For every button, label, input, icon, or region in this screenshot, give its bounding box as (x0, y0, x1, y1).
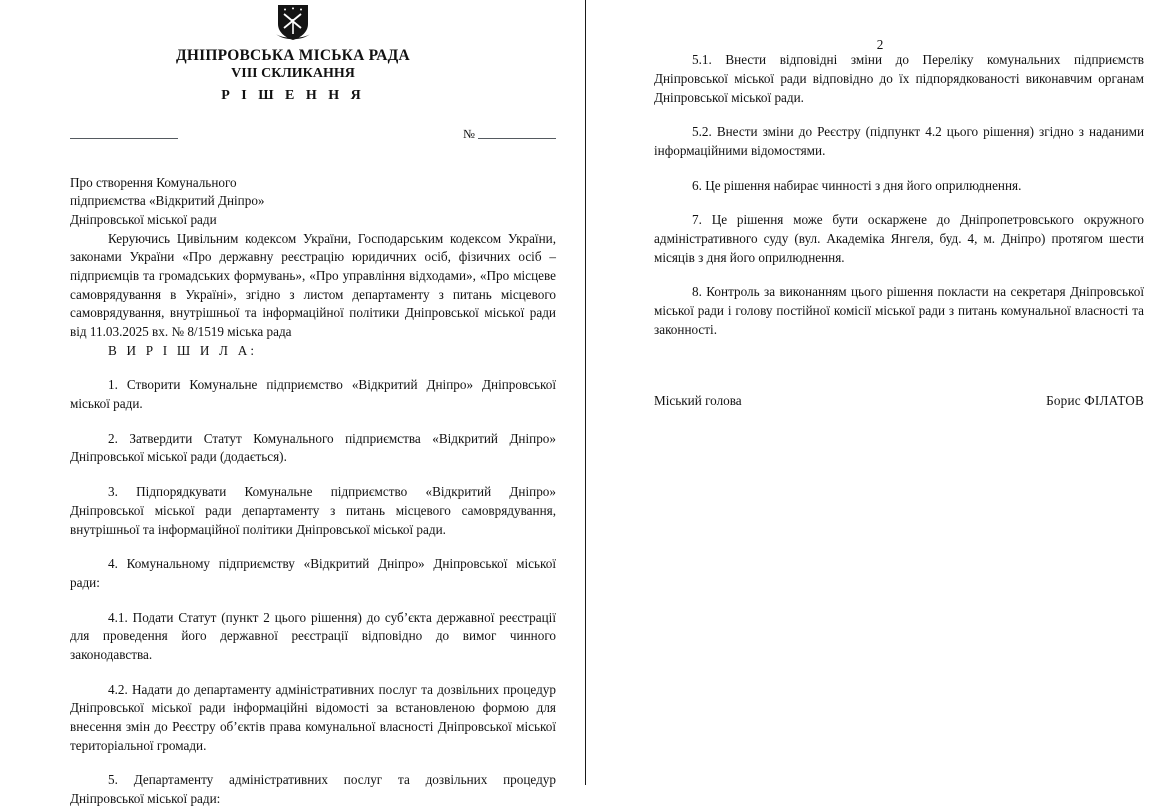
subject-line-2: підприємства «Відкритий Дніпро» (70, 193, 265, 209)
clause-2: 2. Затвердити Статут Комунального підприємства «Відкритий Дніпро» Дніпровської міської ради (додається). (70, 430, 556, 465)
subject-block (70, 174, 283, 230)
subject-line-3: Дніпровської міської ради (70, 212, 217, 228)
clause-5-1: 5.1. Внести відповідні зміни до Переліку комунальних підприємств Дніпровської міської ради відповідно до їх підпорядкованості виконавчим органам Дніпровської міської ради. (654, 52, 1144, 105)
document-page-1 (0, 0, 586, 806)
clause-4-2: 4.2. Надати до департаменту адміністративних послуг та дозвільних процедур Дніпровської міської ради інформаційні відомості за встановленою формою для внесення змін до Реєстру об’єктів права комунальної власності Дніпровської міської територіальної громади. (70, 681, 556, 753)
clause-7: 7. Це рішення може бути оскаржене до Дніпропетровського окружного адміністративного суду (вул. Академіка Янгеля, буд. 4, м. Дніпро) протягом шести місяців з дня його оприлюднення. (654, 212, 1144, 265)
page-1-body (70, 230, 556, 809)
coat-of-arms-icon (274, 2, 312, 42)
page-2-body (654, 51, 1144, 409)
clause-5: 5. Департаменту адміністративних послуг та дозвільних процедур Дніпровської міської ради: (70, 772, 556, 806)
date-number-row (0, 126, 586, 147)
signature-title: Міський голова (654, 393, 742, 409)
clause-6: 6. Це рішення набирає чинності з дня його оприлюднення. (692, 177, 1022, 193)
clause-3: 3. Підпорядкувати Комунальне підприємство «Відкритий Дніпро» Дніпровської міської ради департаменту з питань місцевого самоврядування, внутрішньої та інформаційної політики Дніпровської міської ради. (70, 484, 556, 537)
document-page-2 (586, 0, 1174, 785)
preamble-paragraph: Керуючись Цивільним кодексом України, Господарським кодексом України, законами України «Про державну реєстрацію юридичних осіб, фізичних осіб – підприємців та громадських формувань», «Про управління відходами», «Про місцеве самоврядування в Україні», згідно з листом департаменту з питань місцевого самоврядування, внутрішньої та інформаційної політики Дніпровської міської ради від 11.03.2025 вх. № 8/1519 міська рада (70, 230, 556, 340)
emblem-container (0, 0, 586, 42)
organization-header (0, 46, 586, 106)
clause-8: 8. Контроль за виконанням цього рішення покласти на секретаря Дніпровської міської ради і голову постійної комісії міської ради з питань комунальної власності та законності. (654, 284, 1144, 337)
page-number: 2 (876, 37, 884, 52)
subject-line-1: Про створення Комунального (70, 174, 237, 190)
document-type-title: Р І Ш Е Н Н Я (221, 87, 365, 103)
signature-name: Борис ФІЛАТОВ (1046, 393, 1144, 409)
clause-5-2: 5.2. Внести зміни до Реєстру (підпункт 4.2 цього рішення) згідно з наданими інформаційними відомостями. (654, 124, 1144, 158)
number-label: № (463, 126, 475, 141)
date-blank-line (70, 138, 178, 139)
org-convocation: VIII СКЛИКАННЯ (231, 66, 355, 82)
signature-block (654, 393, 1144, 409)
number-blank-line (478, 138, 556, 139)
resolved-heading: В И Р І Ш И Л А: (108, 342, 258, 358)
clause-4-1: 4.1. Подати Статут (пункт 2 цього рішення) до суб’єкта державної реєстрації для проведення його державної реєстрації відповідно до вимог чинного законодавства. (70, 609, 556, 662)
clause-4: 4. Комунальному підприємству «Відкритий Дніпро» Дніпровської міської ради: (70, 556, 556, 590)
org-name: ДНІПРОВСЬКА МІСЬКА РАДА (176, 47, 410, 64)
clause-1: 1. Створити Комунальне підприємство «Відкритий Дніпро» Дніпровської міської ради. (70, 377, 556, 412)
